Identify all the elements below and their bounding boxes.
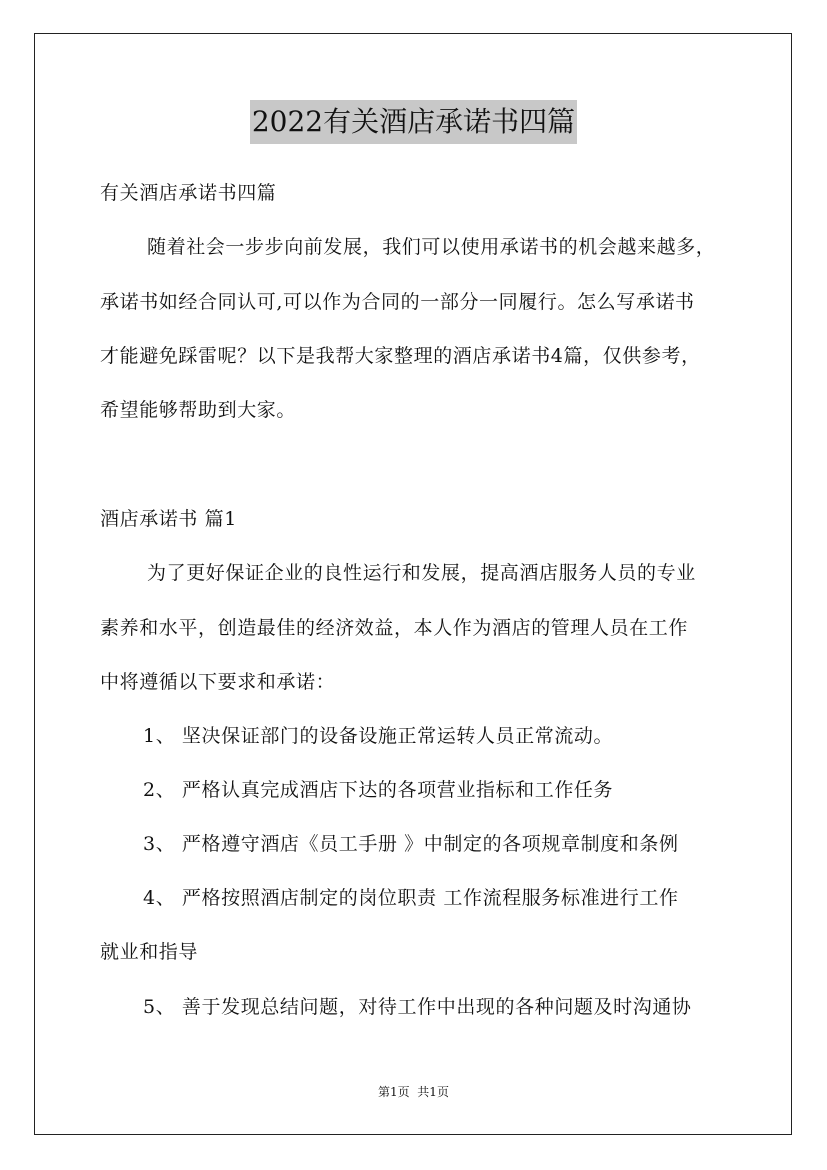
document-subtitle: 有关酒店承诺书四篇 bbox=[100, 182, 277, 204]
section-line-3: 中将遵循以下要求和承诺： bbox=[100, 671, 336, 693]
intro-line-1: 随着社会一步步向前发展，我们可以使用承诺书的机会越来越多， bbox=[147, 236, 716, 258]
section-heading: 酒店承诺书 篇1 bbox=[100, 508, 237, 530]
intro-line-2: 承诺书如经合同认可,可以作为合同的一部分一同履行。怎么写承诺书 bbox=[100, 291, 695, 313]
document-title: 2022有关酒店承诺书四篇 bbox=[250, 100, 577, 144]
list-item-1: 1、 坚决保证部门的设备设施正常运转人员正常流动。 bbox=[143, 725, 614, 747]
list-item-2: 2、 严格认真完成酒店下达的各项营业指标和工作任务 bbox=[143, 779, 614, 801]
section-line-1: 为了更好保证企业的良性运行和发展，提高酒店服务人员的专业 bbox=[147, 562, 696, 584]
list-item-4: 4、 严格按照酒店制定的岗位职责 工作流程服务标准进行工作 bbox=[143, 887, 679, 909]
list-item-5: 5、 善于发现总结问题，对待工作中出现的各种问题及时沟通协 bbox=[143, 996, 692, 1018]
list-item-4-continuation: 就业和指导 bbox=[100, 941, 199, 963]
list-item-3: 3、 严格遵守酒店《员工手册 》中制定的各项规章制度和条例 bbox=[143, 833, 679, 855]
intro-line-4: 希望能够帮助到大家。 bbox=[100, 399, 297, 421]
title-container bbox=[0, 100, 827, 144]
intro-line-3: 才能避免踩雷呢？以下是我帮大家整理的酒店承诺书4篇，仅供参考， bbox=[100, 345, 701, 367]
page-number-footer: 第1页 共1页 bbox=[378, 1085, 449, 1099]
section-line-2: 素养和水平，创造最佳的经济效益，本人作为酒店的管理人员在工作 bbox=[100, 617, 689, 639]
